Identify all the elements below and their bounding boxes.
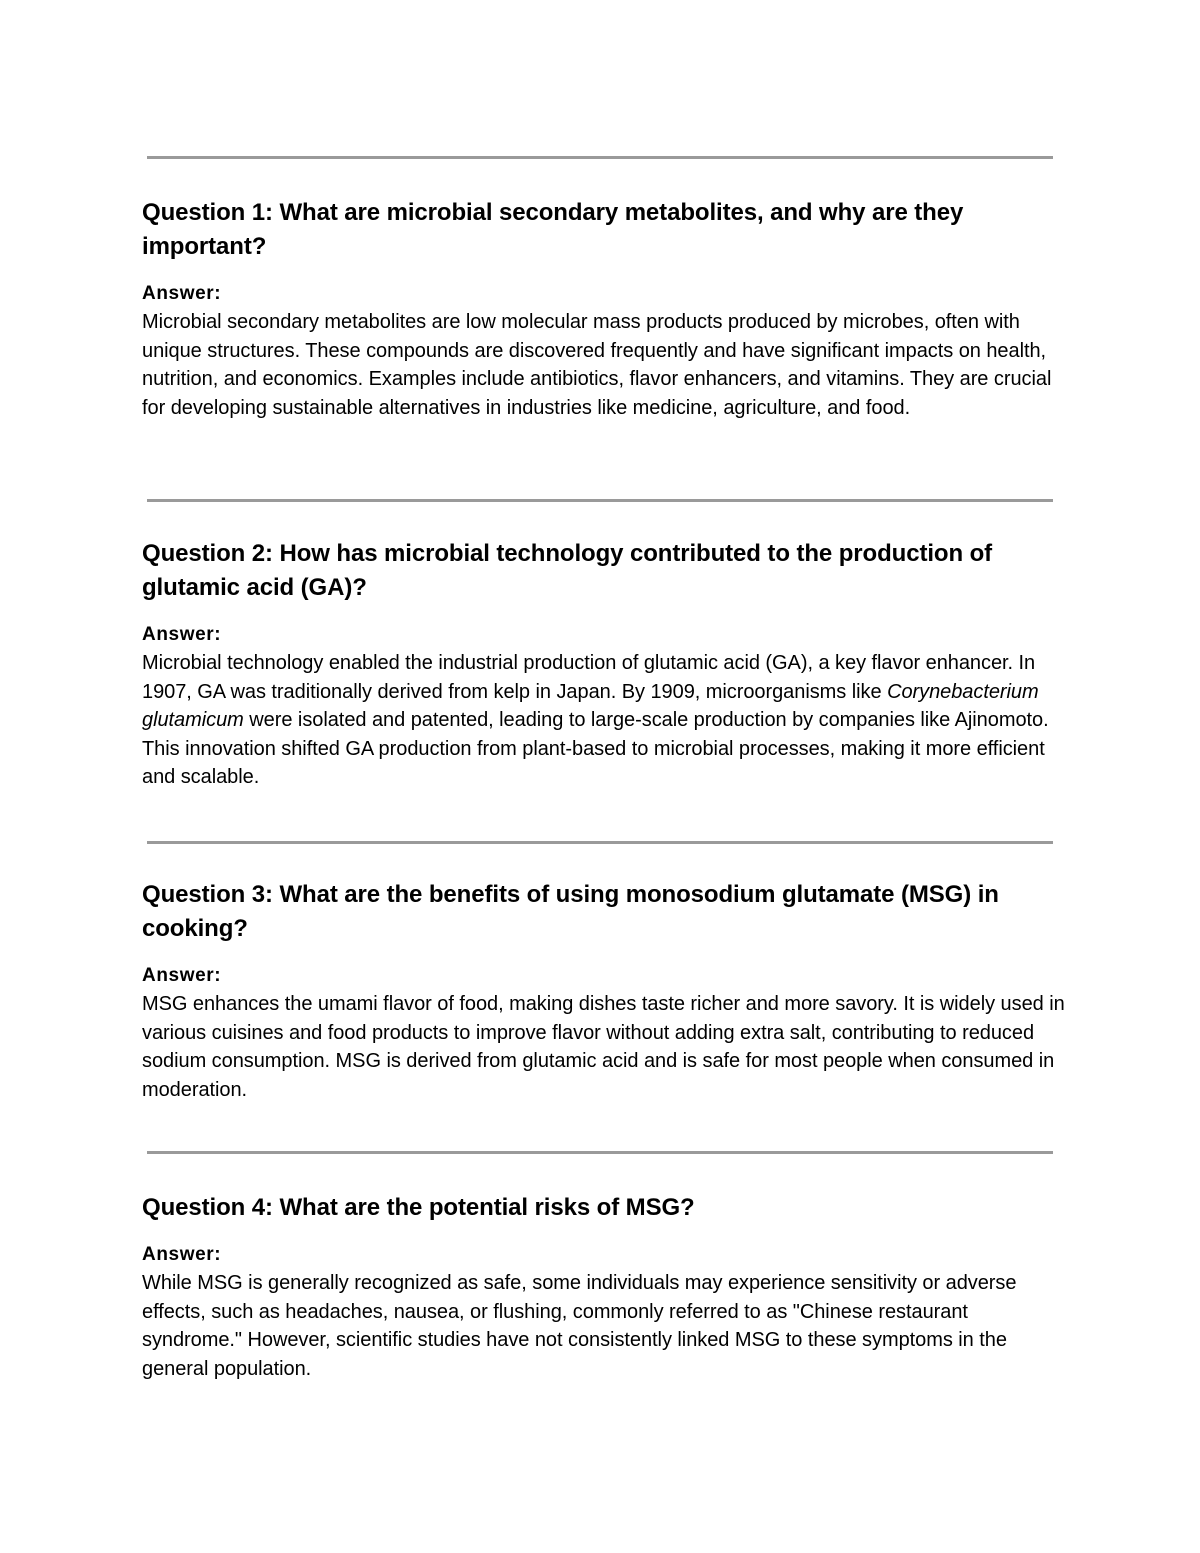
answer-4-text: While MSG is generally recognized as safe, some individuals may experience sensitivity or adverse effects, such as headaches, nausea, or flushing, commonly referred to as "Chinese restaurant syndrome." However, scientific studies have not consistently linked MSG to these symptoms in the general population.: [142, 1272, 1017, 1380]
answer-label: Answer:: [142, 283, 222, 304]
horizontal-divider: [147, 156, 1053, 159]
horizontal-divider: [147, 841, 1053, 844]
answer-1-text: Microbial secondary metabolites are low molecular mass products produced by microbes, often with unique structures. These compounds are discovered frequently and have significant impacts on health, nutrition, and economics. Examples include antibiotics, flavor enhancers, and vitamins. They are crucial for developing sustainable alternatives in industries like medicine, agriculture, and food.: [142, 311, 1052, 419]
qa-section-1: [142, 196, 1067, 422]
answer-label: Answer:: [142, 1244, 222, 1265]
answer-3-text: MSG enhances the umami flavor of food, making dishes taste richer and more savory. It is widely used in various cuisines and food products to improve flavor without adding extra salt, contributing to reduced sodium consumption. MSG is derived from glutamic acid and is safe for most people when consumed in moderation.: [142, 993, 1065, 1101]
answer-label: Answer:: [142, 965, 222, 986]
question-1-heading: Question 1: What are microbial secondary metabolites, and why are they important?: [142, 199, 964, 260]
question-2-heading: Question 2: How has microbial technology contributed to the production of glutamic acid (GA)?: [142, 540, 993, 601]
qa-section-3: [142, 878, 1067, 1104]
answer-label: Answer:: [142, 624, 222, 645]
organism-name-italic: Corynebacterium glutamicum: [142, 680, 1039, 731]
horizontal-divider: [147, 1151, 1053, 1154]
question-3-heading: Question 3: What are the benefits of using monosodium glutamate (MSG) in cooking?: [142, 881, 999, 942]
horizontal-divider: [147, 499, 1053, 502]
answer-2-text-part-1: Microbial technology enabled the industrial production of glutamic acid (GA), a key flavor enhancer. In 1907, GA was traditionally derived from kelp in Japan. By 1909, microorganisms like: [142, 652, 1036, 703]
answer-2-text: [142, 649, 1067, 792]
question-4-heading: Question 4: What are the potential risks of MSG?: [142, 1194, 695, 1221]
qa-section-2: [142, 537, 1067, 792]
qa-section-4: [142, 1191, 1067, 1383]
answer-2-text-part-2: were isolated and patented, leading to large-scale production by companies like Ajinomoto. This innovation shifted GA production from plant-based to microbial processes, making it more efficient and scalable.: [142, 709, 1049, 788]
